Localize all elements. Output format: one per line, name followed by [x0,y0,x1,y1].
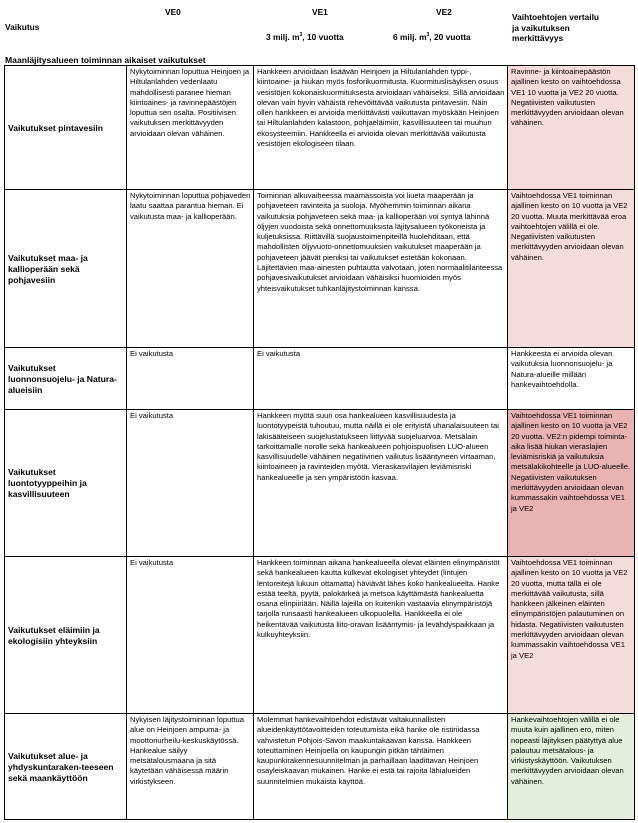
ve12-cell: Hankkeen arvioidaan lisäävän Heinjoen ja Hiltulanlahden typpi-, kiintoaine- ja hiukan myös fosforikuormitusta. Kuormituslisäyksen osuus vesistöjen kokonaiskuormituksesta arvioidaan vähäiseksi. Sillä arvioidaan olevan vain hyvin vähäistä rehevöittävää vaikutusta pintavesiin. Näin ollen hankkeen ei arvioida merkittävästi vaikuttavan myöskään Heinjoen tai Hiltulanlahden kalastoon, pohjaeläimiin, kasvillisuuteen tai muuhun ekosysteemiin. Hankkeella ei arvioida olevan merkittävää vaikutusta vesistöjen ekologiseen tilaan. [254,66,508,190]
ve0-cell: Ei vaikutusta [127,557,254,714]
comparison-cell: Vaihtoehdossa VE1 toiminnan ajallinen kesto on 10 vuotta ja VE2 20 vuotta. VE2:n pidempi toiminta-aika lisää hiukan vieraslajien leviämisriskiä ja vaikutuksia metsälakikohteelle ja LUO-alueelle. Negatiivisten vaikutuksen merkittävyyden arvioidaan olevan kummassakin vaihtoehdossa VE1 ja VE2 [508,410,635,557]
comparison-cell: Hankevaihtoehtojen välillä ei ole muuta kuin ajallinen ero, miten nopeasti läjityksen päätyttyä alue palautuu metsätalous- ja virkistyskäyttöön. Vaikutuksen merkittävyyden arvioidaan olevan vähäinen. [508,714,635,820]
comparison-cell: Vaihtoehdossa VE1 toiminnan ajallinen kesto on 10 vuotta ja VE2 20 vuotta. Muuta merkittävää eroa vaihtoehtojen välillä ei ole. Negatiivisten vaikutusten merkittävyyden arvioidaan olevan vähäinen. [508,190,635,348]
header-ve0: VE0 [165,7,181,17]
table-row [5,66,635,190]
impact-table [4,65,635,820]
table-row [5,714,635,820]
ve12-cell: Ei vaikutusta [254,348,508,410]
ve0-cell: Nykytoiminnan loputtua pohjaveden laatu saattaa parantua hieman. Ei vaikutusta maa- ja kallioperään. [127,190,254,348]
ve12-cell: Hankkeen myötä suuri osa hankealueen kasvillisuudesta ja luontotyypeistä tuhoutuu, mutta näillä ei ole erityistä uhanalaisuuteen tai lakisääteiseen suojelustatukseen liittyvää suojeluarvoa. Metsälain tarkoittamalle norolle sekä hankealueen pohjoispuolisen LUO-alueen kasvillisuudelle vähäinen negatiivinen vaikutus lisääntyneen virtaaman, kiintoaineen ja ravinteiden myötä. Vieraskasvilajien leviämisriski hankealueelle ja sen ympäristöön kasvaa. [254,410,508,557]
ve12-cell: Molemmat hankevaihtoehdot edistävät valtakunnallisten alueidenkäyttötavoitteiden toteutumista eikä hanke ole ristiriidassa vahvistetun Pohjois-Savon maakuntakaavan kanssa. Hankkeen toteuttaminen Heinjoella on kaupungin pitkän tähtäimen kaupunkirakennesuunnitelman ja parhaillaan laadittavan Heinjoen osayleiskaavan mukainen. Hanke ei estä tai rajoita lähialueiden suunnitelmien mukaista käyttöä. [254,714,508,820]
header-ve2-sub: 6 milj. $m^3$, 20 vuotta [393,32,471,42]
header-ve2: VE2 [436,7,452,17]
ve0-cell: Nykytoiminnan loputtua Heinjoen ja Hiltulanlahden vedenlaatu mahdollisesti paranee hieman kiintoaines- ja ravinnepäästöjen loputtua sen osalta. Positiivisen vaikutuksen merkittävyyden arvioidaan olevan vähäinen. [127,66,254,190]
row-label: Vaikutukset eläimiin ja ekologisiin yhteyksiin [5,557,127,714]
row-label: Vaikutukset luontotyyppeihin ja kasvillisuuteen [5,410,127,557]
row-label: Vaikutukset luonnonsuojelu- ja Natura-alueisiin [5,348,127,410]
row-label: Vaikutukset pintavesiin [5,66,127,190]
header-compare: Vaihtoehtojen vertailu ja vaikutuksen merkittävyys [512,12,600,43]
section-title: Maanläjitysalueen toiminnan aikaiset vaikutukset [5,55,206,65]
ve0-cell: Ei vaikutusta [127,348,254,410]
table-row [5,410,635,557]
table-row [5,348,635,410]
ve12-cell: Hankkeen toiminnan aikana hankealueella olevat eläinten elinympäristöt sekä hankealueen kautta kulkevat ekologiset yhteydet (lintujen lentoreitejä lukuun ottamatta) häviävät lähes koko hankealueelta. Hanke estää teeltä, pyytä, palokärkeä ja metsoa käyttämästä hankealuetta osana elinpiiriään. Näillä lajeilla on kuitenkin vastaavia elinympäristöjä tarjolla runsaasti hankealueen ulkopuolella. Hankkeella ei ole heikentävää vaikutusta liito-oravan lisääntymis- ja levähdyspaikkaan ja kulkuyhteyksiin. [254,557,508,714]
table-row [5,557,635,714]
comparison-cell: Vaihtoehdossa VE1 toiminnan ajallinen kesto on 10 vuotta ja VE2 20 vuotta, mutta tällä ei ole merkittävää vaikutusta, sillä hankkeen jälkeinen eläinten elinympäristöjen palautuminen on hidasta. Negatiivisten vaikutusten merkittävyyden arvioidaan olevan kummassakin vaihtoehdossa VE1 ja VE2 [508,557,635,714]
ve0-cell: Nykyisen läjitystoiminnan loputtua alue on Heinjoen ampuma- ja moottoriurheilu-keskuskäytössä. Hankealue säilyy metsätalousmaana ja sitä käytetään vähäisessä määrin virkistykseen. [127,714,254,820]
header-vaikutus: Vaikutus [5,22,40,32]
header-ve1-sub: 3 milj. $m^3$, 10 vuotta [266,32,344,42]
comparison-cell: Ravinne- ja kiintoainepäästön ajallinen kesto on vaihtoehdossa VE1 10 vuotta ja VE2 20 vuotta. Negatiivisten vaikutusten merkittävyyden arvioidaan olevan vähäinen. [508,66,635,190]
row-label: Vaikutukset alue- ja yhdyskuntaraken-teeseen sekä maankäyttöön [5,714,127,820]
row-label: Vaikutukset maa- ja kallioperään sekä pohjavesiin [5,190,127,348]
comparison-cell: Hankkeesta ei arvioida olevan vaikutuksia luonnonsuojelu- ja Natura-alueille millään hankevaihtoehdolla. [508,348,635,410]
header-ve1: VE1 [312,7,328,17]
table-row [5,190,635,348]
ve0-cell: Ei vaikutusta [127,410,254,557]
ve12-cell: Toiminnan alkuvaiheessa maamassoista voi liueta maaperään ja pohjaveteen ravinteita ja suoloja. Myöhemmin toiminnan aikana vaikutuksia pohjaveteen sekä maa- ja kallioperään voi syntyä lähinnä öljyjen vuodoista sekä onnettomuuksista läjitysalueen työkoneista ja kuljetuksissa. Riittävillä suojaustoimenpiteillä huolehditaan, että mahdollisten öljyvuoto-onnettomuuksien vaikutukset maaperään ja pohjaveteen jäävät pieniksi tai vaikutukset estetään kokonaan. Läjitettävien maa-ainesten puhtautta valvotaan, joten normaalitilanteessa pohjavesivaikutukset arvioidaan vähäisiksi huomioiden myös yhteisvaikutukset tuhkanläjitystoiminnan kanssa. [254,190,508,348]
